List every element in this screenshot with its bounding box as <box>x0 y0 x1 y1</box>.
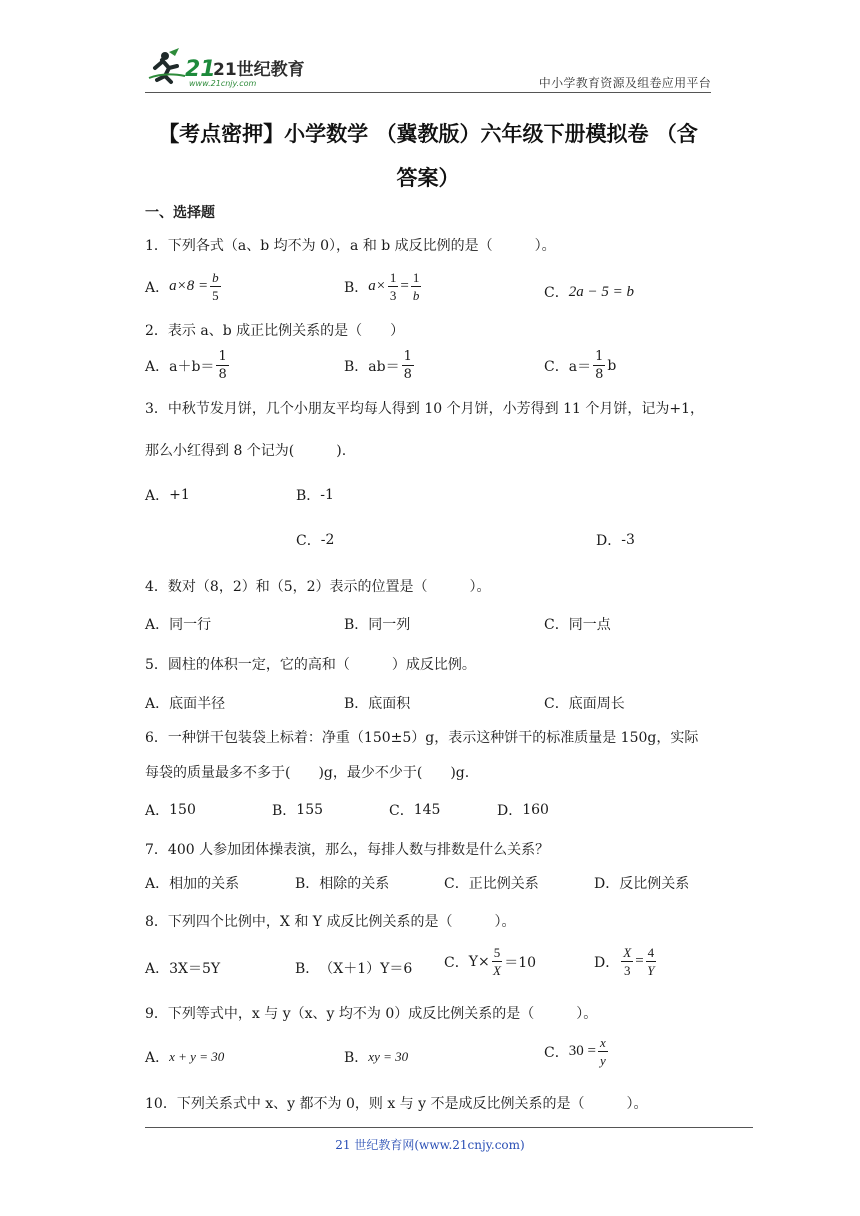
svg-text:21: 21 <box>185 57 216 82</box>
question-7-option-d: D． 反比例关系 <box>594 876 690 892</box>
question-1-option-c: C． 2a − 5 = b <box>544 283 634 301</box>
question-9-option-a: A． x + y = 30 <box>145 1049 225 1066</box>
question-8-option-c: C． Y× $\frac{5}{X}$ ＝10 <box>444 945 537 978</box>
svg-text:21世纪教育: 21世纪教育 <box>213 60 305 80</box>
header-divider <box>145 92 711 93</box>
question-3-stem-line1: 3．中秋节发月饼，几个小朋友平均每人得到 10 个月饼，小芳得到 11 个月饼，记为+1， <box>145 401 704 417</box>
question-6-stem-line1: 6．一种饼干包装袋上标着：净重（150±5）g，表示这种饼干的标准质量是 150g，实际 <box>145 730 699 746</box>
question-6-option-c: C． 145 <box>389 802 441 819</box>
question-4-option-a: A． 同一行 <box>145 617 212 633</box>
question-5-option-c: C． 底面周长 <box>544 696 625 712</box>
question-8-option-b: B． （X＋1）Y＝6 <box>295 961 413 977</box>
section-heading: 一、选择题 <box>145 205 215 221</box>
question-5-option-a: A． 底面半径 <box>145 696 226 712</box>
question-9-option-b: B． xy = 30 <box>344 1049 409 1066</box>
page-header <box>145 46 711 92</box>
question-7-option-c: C． 正比例关系 <box>444 876 539 892</box>
question-3-option-d: D． -3 <box>596 532 635 549</box>
runner-logo-icon <box>145 46 315 90</box>
platform-name: 中小学教育资源及组卷应用平台 <box>538 76 711 90</box>
question-7-option-a: A． 相加的关系 <box>145 876 240 892</box>
question-2-option-c: C． a＝ $\frac{1}{8}$ b <box>544 349 617 382</box>
question-9-option-c: C． 30 = $\frac{x}{y}$ <box>544 1035 606 1068</box>
question-3-option-b: B． -1 <box>296 487 334 504</box>
question-4-option-b: B． 同一列 <box>344 617 411 633</box>
question-3-option-c: C． -2 <box>296 532 335 549</box>
question-1-option-a: A． a×8 = $\frac{b}{5}$ <box>145 270 219 303</box>
question-6-option-a: A． 150 <box>145 802 196 819</box>
question-4-stem: 4．数对（8，2）和（5，2）表示的位置是（ ）。 <box>145 579 491 595</box>
question-2-stem: 2．表示 a、b 成正比例关系的是（ ） <box>145 323 405 339</box>
question-6-stem-line2: 每袋的质量最多不多于( )g，最少不少于( )g. <box>145 765 470 781</box>
question-8-option-a: A． 3X＝5Y <box>145 961 221 977</box>
question-3-option-a: A． +1 <box>145 487 190 504</box>
question-1-option-b: B． a× $\frac{1}{3}$ = $\frac{1}{b}$ <box>344 270 420 303</box>
question-7-stem: 7．400 人参加团体操表演，那么，每排人数与排数是什么关系？ <box>145 842 550 858</box>
page-footer: 21 世纪教育网(www.21cnjy.com) <box>335 1138 525 1152</box>
question-2-option-b: B． ab＝ $\frac{1}{8}$ <box>344 349 412 382</box>
question-6-option-b: B． 155 <box>272 802 324 819</box>
page-title-line2: 答案） <box>396 166 460 190</box>
footer-divider <box>145 1127 753 1128</box>
question-10-stem: 10．下列关系式中 x、y 都不为 0，则 x 与 y 不是成反比例关系的是（ ）。 <box>145 1096 648 1112</box>
question-3-stem-line2: 那么小红得到 8 个记为( ). <box>145 443 347 459</box>
question-5-option-b: B． 底面积 <box>344 696 411 712</box>
logo <box>145 46 315 90</box>
svg-text:www.21cnjy.com: www.21cnjy.com <box>189 79 257 88</box>
question-8-stem: 8．下列四个比例中，X 和 Y 成反比例关系的是（ ）。 <box>145 914 516 930</box>
question-6-option-d: D． 160 <box>497 802 549 819</box>
question-2-option-a: A． a＋b＝ $\frac{1}{8}$ <box>145 349 227 382</box>
question-1-stem: 1．下列各式（a、b 均不为 0），a 和 b 成反比例的是（ ）。 <box>145 238 556 254</box>
question-4-option-c: C． 同一点 <box>544 617 611 633</box>
question-5-stem: 5．圆柱的体积一定，它的高和（ ）成反比例。 <box>145 657 476 673</box>
question-9-stem: 9．下列等式中，x 与 y（x、y 均不为 0）成反比例关系的是（ ）。 <box>145 1006 598 1022</box>
question-8-option-d: D． $\frac{X}{3}$ = $\frac{4}{Y}$ <box>594 945 655 978</box>
question-7-option-b: B． 相除的关系 <box>295 876 390 892</box>
page-title-line1: 【考点密押】小学数学 （冀教版）六年级下册模拟卷 （含 <box>158 122 698 146</box>
